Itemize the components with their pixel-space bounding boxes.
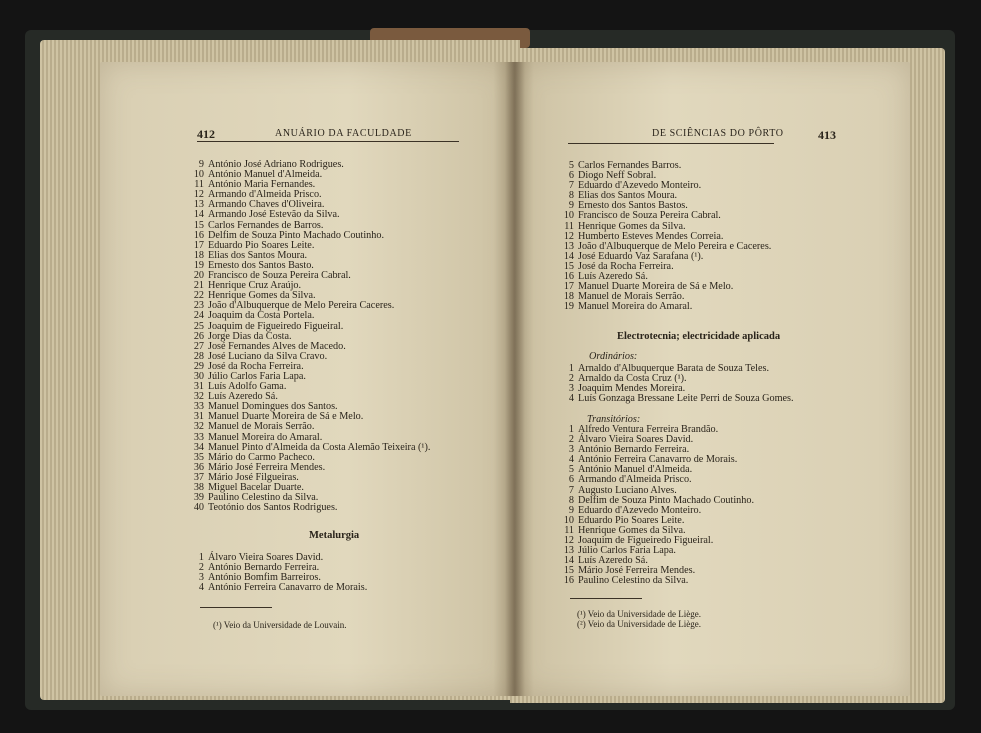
- list-item-name: João d'Albuquerque de Melo Pereira Caceres.: [208, 300, 395, 312]
- left-header-rule: [197, 141, 459, 142]
- list-item-number: 17: [193, 239, 204, 251]
- list-item-number: 16: [563, 575, 574, 587]
- book-gutter: [505, 62, 525, 696]
- section-heading-metalurgia: Metalurgia: [309, 530, 360, 541]
- list-item-number: 3: [568, 383, 574, 395]
- list-item-name: Manuel Moreira do Amaral.: [208, 431, 323, 443]
- list-item-number: 25: [193, 320, 204, 332]
- list-item-name: Eduardo d'Azevedo Monteiro.: [578, 504, 702, 516]
- right-footnote: (¹) Veio da Universidade de Liège.: [577, 609, 701, 619]
- list-item-number: 39: [193, 492, 204, 504]
- right-footnotes: [577, 609, 701, 629]
- left-running-head: ANUÁRIO DA FACULDADE: [275, 128, 412, 139]
- list-item-number: 13: [563, 545, 574, 557]
- list-item-number: 28: [193, 350, 204, 362]
- list-item-number: 34: [193, 441, 204, 453]
- list-item-number: 12: [563, 230, 574, 242]
- list-item-name: Armando Chaves d'Oliveira.: [208, 199, 325, 211]
- list-item-name: Júlio Carlos Faria Lapa.: [208, 370, 306, 382]
- list-item-name: Manuel Duarte Moreira de Sá e Melo.: [208, 411, 364, 423]
- list-item-name: Francisco de Souza Pereira Cabral.: [578, 210, 721, 222]
- list-item-number: 2: [568, 434, 574, 446]
- list-item-name: Delfim de Souza Pinto Machado Coutinho.: [208, 229, 384, 241]
- list-item-name: Delfim de Souza Pinto Machado Coutinho.: [578, 494, 754, 506]
- list-item-number: 14: [563, 555, 574, 567]
- list-item-name: António Maria Fernandes.: [208, 179, 316, 191]
- list-item-number: 11: [564, 524, 574, 536]
- list-item-name: Joaquim de Figueiredo Figueiral.: [208, 320, 344, 332]
- list-item-name: Mário José Ferreira Mendes.: [208, 461, 326, 473]
- ordinarios-list: [565, 364, 794, 404]
- list-item: [565, 394, 794, 404]
- list-item-number: 26: [193, 330, 204, 342]
- list-item-number: 1: [568, 363, 574, 374]
- transitorios-list: [560, 425, 754, 587]
- list-item-number: 18: [193, 249, 204, 261]
- list-item-name: Henrique Gomes da Silva.: [208, 290, 316, 302]
- list-item-number: 17: [563, 281, 574, 293]
- list-item-name: Armando José Estevão da Silva.: [208, 209, 340, 221]
- right-footnote: (²) Veio da Universidade de Liège.: [577, 619, 701, 629]
- list-item-number: 2: [198, 562, 204, 574]
- list-item-name: José da Rocha Ferreira.: [208, 360, 304, 372]
- list-item-name: Manuel Moreira do Amaral.: [578, 301, 693, 313]
- list-item-number: 13: [193, 199, 204, 211]
- list-item-number: 9: [568, 200, 574, 212]
- list-item-number: 35: [193, 451, 204, 463]
- list-item-name: Joaquim da Costa Portela.: [208, 310, 315, 322]
- list-item-name: Arnaldo da Costa Cruz (¹).: [578, 373, 687, 385]
- list-item-name: Manuel de Morais Serrão.: [578, 291, 685, 303]
- list-item-name: Júlio Carlos Faria Lapa.: [578, 545, 676, 557]
- list-item-name: Luís Azeredo Sá.: [208, 391, 278, 403]
- list-item-number: 36: [193, 461, 204, 473]
- list-item-name: Carlos Fernandes Barros.: [578, 160, 682, 171]
- list-item-name: Álvaro Vieira Soares David.: [578, 434, 694, 446]
- list-item-number: 31: [193, 411, 204, 423]
- list-item-name: Manuel de Morais Serrão.: [208, 421, 315, 433]
- list-item-name: Armando d'Almeida Prisco.: [208, 189, 322, 201]
- list-item-number: 30: [193, 370, 204, 382]
- list-item-number: 8: [568, 494, 574, 506]
- left-name-list: [190, 160, 430, 513]
- list-item-number: 29: [193, 360, 204, 372]
- list-item-name: Eduardo Pio Soares Leite.: [578, 514, 685, 526]
- list-item-name: Luís Adolfo Gama.: [208, 381, 287, 393]
- list-item-name: José da Rocha Ferreira.: [578, 260, 674, 272]
- list-item-name: António Manuel d'Almeida.: [208, 169, 323, 181]
- list-item-number: 7: [568, 484, 574, 496]
- list-item-name: Augusto Luciano Alves.: [578, 484, 677, 496]
- list-item-name: Francisco de Souza Pereira Cabral.: [208, 270, 351, 282]
- list-item-name: Mário José Ferreira Mendes.: [578, 565, 696, 577]
- list-item-number: 5: [568, 464, 574, 476]
- list-item-name: Armando d'Almeida Prisco.: [578, 474, 692, 486]
- list-item: [190, 583, 367, 593]
- list-item-name: António José Adriano Rodrigues.: [208, 159, 344, 170]
- list-item-number: 16: [563, 271, 574, 283]
- list-item-number: 31: [193, 381, 204, 393]
- list-item-number: 33: [193, 431, 204, 443]
- list-item-number: 38: [193, 482, 204, 493]
- right-name-list: [560, 161, 771, 312]
- list-item-number: 33: [193, 401, 204, 413]
- list-item-name: António Ferreira Canavarro de Morais.: [578, 454, 738, 466]
- list-item-name: Luís Azeredo Sá.: [578, 271, 648, 283]
- list-item-name: Luís Gonzaga Bressane Leite Perri de Souza Gomes.: [578, 393, 794, 405]
- list-item-name: António Bernardo Ferreira.: [208, 562, 320, 574]
- right-running-head: DE SCIÊNCIAS DO PÔRTO: [652, 128, 784, 139]
- list-item-number: 3: [568, 444, 574, 456]
- list-item-name: Elias dos Santos Moura.: [208, 249, 308, 261]
- list-item-number: 4: [568, 454, 574, 466]
- list-item-name: Henrique Gomes da Silva.: [578, 524, 686, 536]
- list-item-number: 18: [563, 291, 574, 303]
- list-item: [560, 302, 771, 312]
- list-item-number: 37: [193, 471, 204, 483]
- list-item-name: Luís Azeredo Sá.: [578, 555, 648, 567]
- list-item-name: Ernesto dos Santos Basto.: [208, 259, 314, 271]
- left-page-number: 412: [197, 127, 215, 141]
- list-item-number: 11: [194, 179, 204, 191]
- ordinarios-label: Ordinários:: [589, 351, 638, 362]
- list-item-name: Joaquim Mendes Moreira.: [578, 383, 686, 395]
- list-item-number: 2: [568, 373, 574, 385]
- left-footnote-rule: [200, 607, 272, 608]
- list-item-name: Alfredo Ventura Ferreira Brandão.: [578, 424, 719, 435]
- list-item-number: 32: [193, 391, 204, 403]
- list-item-name: Diogo Neff Sobral.: [578, 170, 657, 182]
- list-item-number: 10: [563, 514, 574, 526]
- list-item-name: Manuel Pinto d'Almeida da Costa Alemão Teixeira (¹).: [208, 441, 431, 453]
- list-item-number: 21: [193, 280, 204, 292]
- list-item-name: Mário do Carmo Pacheco.: [208, 451, 315, 463]
- list-item-number: 3: [198, 572, 204, 584]
- list-item-name: Humberto Esteves Mendes Correia.: [578, 230, 724, 242]
- list-item-number: 15: [563, 565, 574, 577]
- section-heading-electrotecnia: Electrotecnia; electricidade aplicada: [617, 331, 781, 342]
- right-header-rule: [568, 143, 774, 144]
- list-item-number: 15: [563, 260, 574, 272]
- right-page-number: 413: [818, 128, 836, 142]
- list-item-number: 22: [193, 290, 204, 302]
- list-item-name: António Bomfim Barreiros.: [208, 572, 321, 584]
- list-item-name: António Bernardo Ferreira.: [578, 444, 690, 456]
- list-item-number: 24: [193, 310, 204, 322]
- metalurgia-list: [190, 553, 367, 593]
- list-item-name: Paulino Celestino da Silva.: [208, 492, 319, 504]
- list-item-name: Ernesto dos Santos Bastos.: [578, 200, 688, 212]
- list-item-number: 5: [568, 160, 574, 171]
- list-item-number: 1: [568, 424, 574, 435]
- list-item-number: 10: [193, 169, 204, 181]
- list-item-name: João d'Albuquerque de Melo Pereira e Caceres.: [578, 240, 772, 252]
- list-item: [560, 576, 754, 586]
- list-item-name: António Manuel d'Almeida.: [578, 464, 693, 476]
- list-item-number: 1: [198, 552, 204, 563]
- list-item-number: 19: [193, 259, 204, 271]
- list-item-number: 11: [564, 220, 574, 232]
- list-item-name: Henrique Gomes da Silva.: [578, 220, 686, 232]
- list-item-number: 40: [193, 502, 204, 514]
- list-item-number: 4: [568, 393, 574, 405]
- list-item-name: José Eduardo Vaz Sarafana (¹).: [578, 250, 704, 262]
- list-item-name: Henrique Cruz Araújo.: [208, 280, 302, 292]
- list-item-number: 6: [568, 474, 574, 486]
- list-item-number: 8: [568, 190, 574, 202]
- list-item-number: 23: [193, 300, 204, 312]
- list-item-name: Manuel Duarte Moreira de Sá e Melo.: [578, 281, 734, 293]
- list-item-number: 9: [198, 159, 204, 170]
- list-item-name: Álvaro Vieira Soares David.: [208, 552, 324, 563]
- list-item: [190, 503, 430, 513]
- list-item-name: José Fernandes Alves de Macedo.: [208, 340, 346, 352]
- list-item-number: 14: [563, 250, 574, 262]
- list-item-number: 7: [568, 180, 574, 192]
- list-item-name: Manuel Domingues dos Santos.: [208, 401, 338, 413]
- list-item-name: Joaquim de Figueiredo Figueiral.: [578, 535, 714, 547]
- list-item-number: 20: [193, 270, 204, 282]
- list-item-name: Elias dos Santos Moura.: [578, 190, 678, 202]
- transitorios-label: Transitórios:: [587, 414, 641, 425]
- list-item-number: 10: [563, 210, 574, 222]
- list-item-name: Miguel Bacelar Duarte.: [208, 482, 304, 493]
- list-item-number: 12: [193, 189, 204, 201]
- list-item-name: Jorge Dias da Costa.: [208, 330, 292, 342]
- list-item-name: Teotónio dos Santos Rodrigues.: [208, 502, 338, 514]
- list-item-number: 4: [198, 582, 204, 594]
- list-item-number: 32: [193, 421, 204, 433]
- list-item-number: 6: [568, 170, 574, 182]
- list-item-name: José Luciano da Silva Cravo.: [208, 350, 328, 362]
- list-item-number: 9: [568, 504, 574, 516]
- list-item-number: 16: [193, 229, 204, 241]
- list-item-name: Eduardo d'Azevedo Monteiro.: [578, 180, 702, 192]
- list-item-name: António Ferreira Canavarro de Morais.: [208, 582, 368, 594]
- list-item-name: Mário José Filgueiras.: [208, 471, 299, 483]
- list-item-name: Arnaldo d'Albuquerque Barata de Souza Teles.: [578, 363, 770, 374]
- list-item-name: Eduardo Pio Soares Leite.: [208, 239, 315, 251]
- list-item-number: 14: [193, 209, 204, 221]
- list-item-number: 27: [193, 340, 204, 352]
- list-item-number: 19: [563, 301, 574, 313]
- left-footnote: (¹) Veio da Universidade de Louvain.: [213, 620, 347, 630]
- list-item-number: 15: [193, 219, 204, 231]
- list-item-number: 12: [563, 535, 574, 547]
- list-item-name: Carlos Fernandes de Barros.: [208, 219, 324, 231]
- list-item-number: 13: [563, 240, 574, 252]
- list-item-name: Paulino Celestino da Silva.: [578, 575, 689, 587]
- right-footnote-rule: [570, 598, 642, 599]
